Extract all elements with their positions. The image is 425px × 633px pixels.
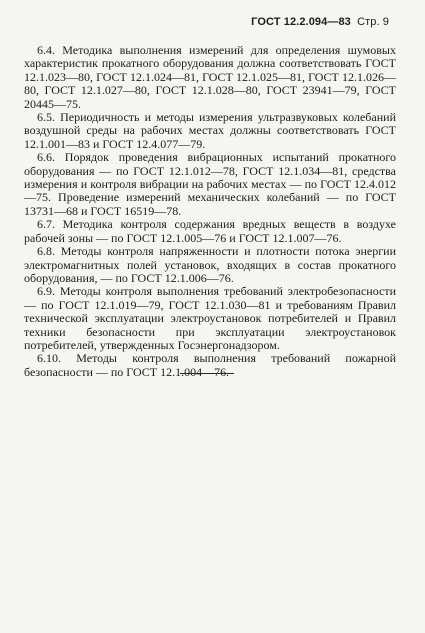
page-header bbox=[251, 16, 389, 28]
document-body bbox=[24, 44, 396, 379]
paragraph-6-7: 6.7. Методика контроля содержания вредных веществ в воздухе рабочей зоны — по ГОСТ 12.1.005—76 и ГОСТ 12.1.007—76. bbox=[24, 217, 396, 245]
paragraph-6-9: 6.9. Методы контроля выполнения требований электробезопасности — по ГОСТ 12.1.019—79, ГОСТ 12.1.030—81 и требованиям Правил технической эксплуатации электроустановок потребителей и Правил техники безопасности при эксплуатации электроустановок потребителей, утвержденных Госэнергонадзором. bbox=[24, 284, 396, 352]
paragraph-6-6: 6.6. Порядок проведения вибрационных испытаний прокатного оборудования — по ГОСТ 12.1.012—78, ГОСТ 12.1.034—81, средства измерения и контроля вибрации на рабочих местах — по ГОСТ 12.4.012—75. Проведение измерений механических колебаний — по ГОСТ 13731—68 и ГОСТ 16519—78. bbox=[24, 150, 396, 218]
paragraph-6-8: 6.8. Методы контроля напряженности и плотности потока энергии электромагнитных полей установок, входящих в состав прокатного оборудования, — по ГОСТ 12.1.006—76. bbox=[24, 244, 396, 285]
paragraph-6-10: 6.10. Методы контроля выполнения требований пожарной безопасности — по ГОСТ 12.1.004—76. bbox=[24, 351, 396, 379]
page-number: Стр. 9 bbox=[357, 16, 389, 28]
standard-number: ГОСТ 12.2.094—83 bbox=[251, 16, 351, 28]
paragraph-6-4: 6.4. Методика выполнения измерений для определения шумовых характеристик прокатного оборудования должна соответствовать ГОСТ 12.1.023—80, ГОСТ 12.1.024—81, ГОСТ 12.1.025—81, ГОСТ 12.1.026—80, ГОСТ 12.1.027—80, ГОСТ 12.1.028—80, ГОСТ 23941—79, ГОСТ 20445—75. bbox=[24, 43, 396, 111]
section-end-rule bbox=[180, 373, 234, 374]
paragraph-6-5: 6.5. Периодичность и методы измерения ультразвуковых колебаний воздушной среды на рабочих местах должны соответствовать ГОСТ 12.1.001—83 и ГОСТ 12.4.077—79. bbox=[24, 110, 396, 151]
